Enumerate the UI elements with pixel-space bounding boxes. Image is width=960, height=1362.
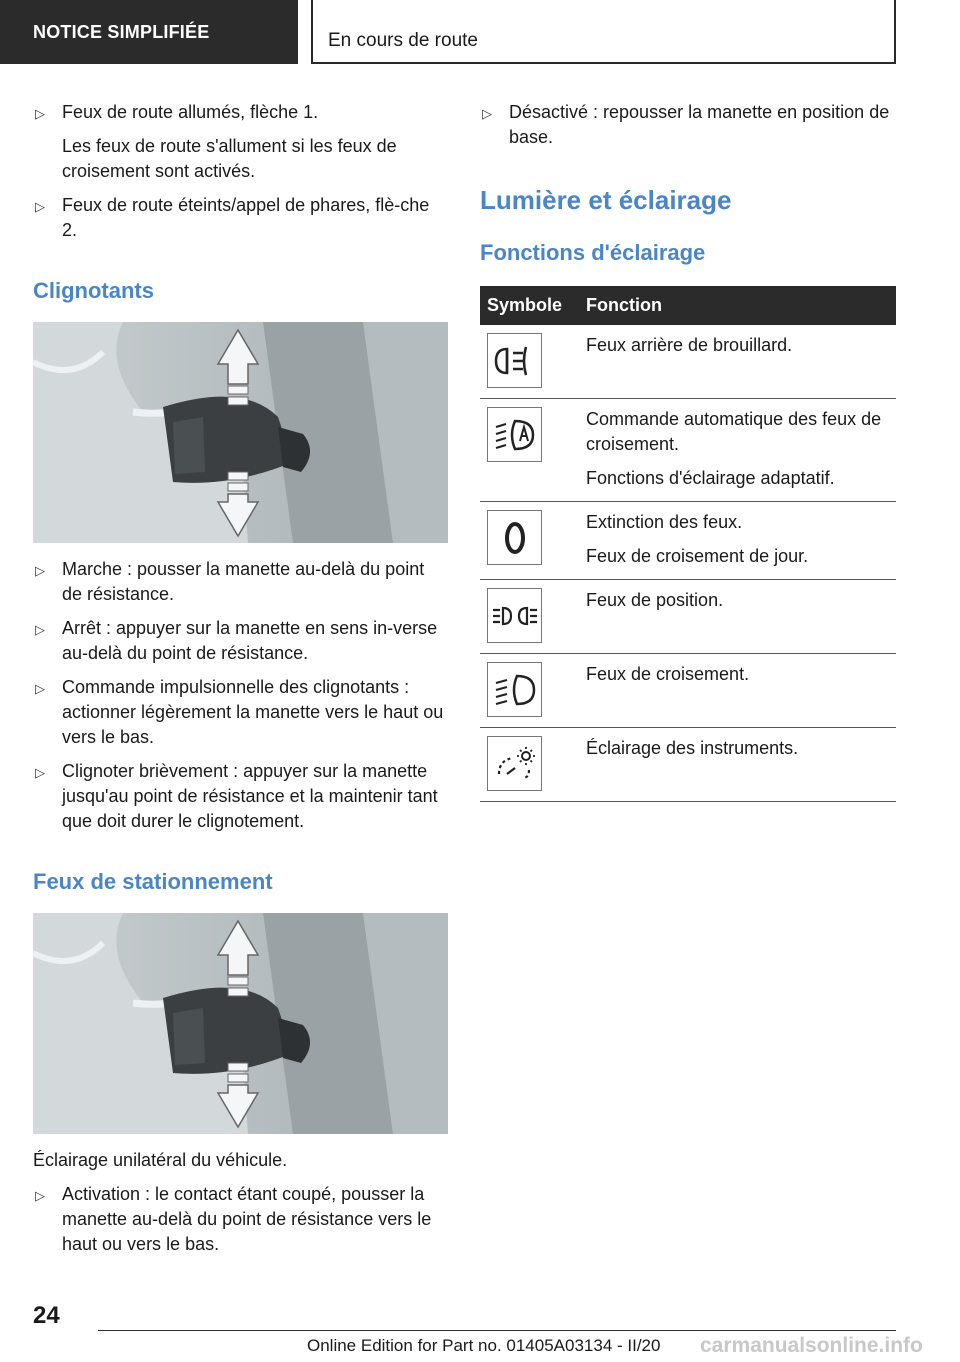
stalk-photo-svg (33, 913, 448, 1134)
right-column (480, 100, 896, 802)
triangle-bullet-icon: ▷ (35, 1188, 45, 1203)
page-number: 24 (33, 1302, 60, 1329)
list-item: ▷ Feux de route allumés, flèche 1. (33, 100, 448, 125)
column-header-symbol: Symbole (480, 286, 579, 325)
auto-headlight-icon (487, 407, 542, 462)
intro-list (33, 100, 448, 125)
lights-off-icon (487, 510, 542, 565)
triangle-bullet-icon: ▷ (35, 199, 45, 214)
section-heading-stationnement: Feux de stationnement (33, 869, 273, 894)
turn-signal-stalk-illustration (33, 322, 448, 543)
triangle-bullet-icon: ▷ (35, 765, 45, 780)
top-list (480, 100, 896, 150)
parking-light-stalk-illustration (33, 913, 448, 1134)
list-item: ▷ Arrêt : appuyer sur la manette en sens in‐verse au-delà du point de résistance. (35, 618, 438, 663)
header-section-tab: NOTICE SIMPLIFIÉE (0, 0, 298, 64)
list-item: ▷ Marche : pousser la manette au-delà du point de résistance. (35, 559, 425, 604)
table-header-row (480, 286, 896, 325)
list-item: ▷ Commande impulsionnelle des clignotants : actionner légèrement la manette vers le haut ou vers le bas. (35, 677, 444, 747)
table-row: Éclairage des instruments. (480, 728, 896, 802)
triangle-bullet-icon: ▷ (35, 622, 45, 637)
triangle-bullet-icon: ▷ (482, 106, 492, 121)
parking-lights-icon (487, 588, 542, 643)
main-heading-lumiere: Lumière et éclairage (480, 185, 732, 215)
header-chapter-title: En cours de route (311, 0, 896, 64)
left-column (33, 100, 448, 1266)
table-row: Extinction des feux. Feux de croisement de jour. (480, 502, 896, 580)
column-header-function: Fonction (579, 286, 896, 325)
table-row: Commande automatique des feux de croisement. Fonctions d'éclairage adaptatif. (480, 399, 896, 502)
clignotants-list (33, 557, 448, 834)
table-row: Feux de croisement. (480, 654, 896, 728)
footer-edition: Online Edition for Part no. 01405A03134 - II/20 (307, 1336, 661, 1355)
watermark: carmanualsonline.info (700, 1334, 923, 1357)
table-row: Feux arrière de brouillard. (480, 325, 896, 399)
low-beam-icon (487, 662, 542, 717)
stalk-photo-svg (33, 322, 448, 543)
list-item: ▷ Désactivé : repousser la manette en position de base. (482, 102, 890, 147)
triangle-bullet-icon: ▷ (35, 106, 45, 121)
stationnement-description: Éclairage unilatéral du véhicule. (33, 1150, 288, 1170)
table-row: Feux de position. (480, 580, 896, 654)
footer-divider (98, 1330, 896, 1331)
triangle-bullet-icon: ▷ (35, 681, 45, 696)
section-heading-clignotants: Clignotants (33, 278, 154, 303)
rear-fog-light-icon (487, 333, 542, 388)
instrument-lighting-icon (487, 736, 542, 791)
list-item-detail: Les feux de route s'allument si les feux de croisement sont activés. (62, 136, 397, 181)
list-item: ▷ Activation : le contact étant coupé, pousser la manette au-delà du point de résistance vers le haut ou vers le bas. (35, 1184, 432, 1254)
lighting-functions-table (480, 286, 896, 802)
sub-heading-fonctions: Fonctions d'éclairage (480, 240, 706, 265)
stationnement-list (33, 1182, 448, 1257)
list-item: ▷ Feux de route éteints/appel de phares, flè‐che 2. (35, 195, 430, 240)
triangle-bullet-icon: ▷ (35, 563, 45, 578)
list-item: ▷ Clignoter brièvement : appuyer sur la manette jusqu'au point de résistance et la maintenir tant que doit durer le clignotement. (35, 761, 438, 831)
